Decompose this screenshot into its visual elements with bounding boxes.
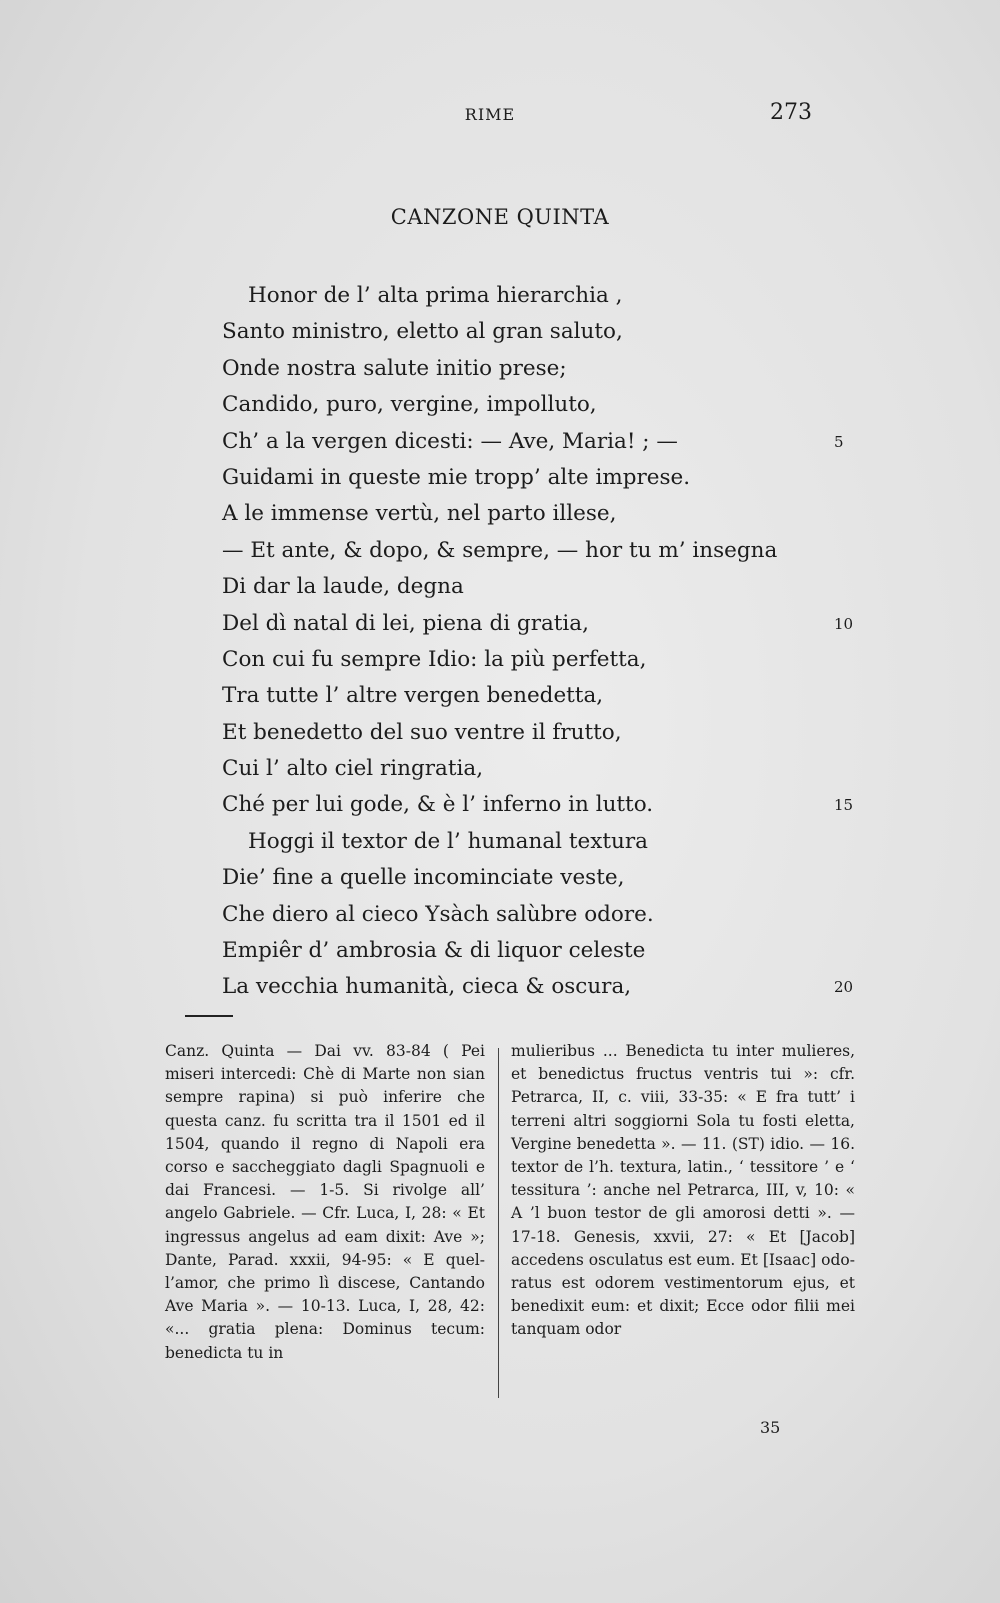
verse-text: Del dì natal di lei, piena di gratia, <box>222 610 589 636</box>
verse-line <box>222 642 862 678</box>
verse-line <box>222 460 862 496</box>
column-divider <box>498 1048 499 1398</box>
verse-text: Che diero al cieco Ysàch salùbre odore. <box>222 901 654 927</box>
verse-line <box>222 751 862 787</box>
verse-line <box>222 969 862 1005</box>
footnotes <box>165 1040 865 1410</box>
canzone-title: CANZONE QUINTA <box>390 205 610 229</box>
verse-text: La vecchia humanità, cieca & oscura, <box>222 974 632 1000</box>
verse-text: Hoggi il textor de l’ humanal textura <box>248 828 648 854</box>
verse-line <box>222 387 862 423</box>
footnote-column-right: mulieribus ... Benedicta tu inter mulieres, et benedictus fructus ventris tui »: cfr. Petrarca, II, c. viii, 33-35: « E fra tutt’ i terreni altri soggiorni Sola tu fosti eletta, Vergine benedetta ». — 11. (ST) idio. — 16. textor de l’h. textura, latin., ‘ tessitore ’ e ‘ tessitura ’: anche nel Petrarca, III, v, 10: « A ’l buon testor de gli amorosi detti ». — 17-18. Genesis, xxvii, 27: « Et [Jacob] accedens osculatus est eum. Et [Isaac] odoratus est odorem vestimentorum ejus, et benedixit eum: et dixit; Ecce odor filii mei tanquam odor <box>511 1042 855 1339</box>
verse-line <box>222 496 862 532</box>
verse-line <box>222 787 862 823</box>
verse-line <box>222 278 862 314</box>
footnote-rule <box>185 1015 233 1017</box>
verse-text: Empiêr d’ ambrosia & di liquor celeste <box>222 938 646 964</box>
verse-text: Onde nostra salute initio prese; <box>222 355 567 381</box>
verse-text: Tra tutte l’ altre vergen benedetta, <box>222 683 604 709</box>
verse-text: Die’ fine a quelle incominciate veste, <box>222 865 625 891</box>
verse-line <box>222 424 862 460</box>
verse-line <box>222 533 862 569</box>
verse-number: 10 <box>834 614 854 633</box>
footnote-column-left: Canz. Quinta — Dai vv. 83-84 ( Pei miseri intercedi: Chè di Marte non sian sempre rapina) si può inferire che questa canz. fu scritta tra il 1501 ed il 1504, quando il regno di Napoli era corso e saccheggiato dagli Spagnuoli e dai Francesi. — 1-5. Si rivolge all’ angelo Gabriele. — Cfr. Luca, I, 28: « Et ingressus angelus ad eam dixit: Ave »; Dante, Parad. xxxii, 94-95: « E quell’amor, che primo lì discese, Cantando Ave Maria ». — 10-13. Luca, I, 28, 42: «... gratia plena: Dominus tecum: benedicta tu in <box>165 1042 485 1362</box>
verse-text: — Et ante, & dopo, & sempre, — hor tu m’ insegna <box>222 537 778 563</box>
signature-mark: 35 <box>760 1418 781 1437</box>
verse-line <box>222 569 862 605</box>
verse-line <box>222 715 862 751</box>
verse-line <box>222 351 862 387</box>
running-title: RIME <box>464 105 516 124</box>
verse-text: Ch’ a la vergen dicesti: — Ave, Maria! ; — <box>222 428 678 454</box>
verse-text: Guidami in queste mie tropp’ alte imprese. <box>222 464 691 490</box>
verse-line <box>222 606 862 642</box>
page-number: 273 <box>770 100 812 125</box>
verse-text: Cui l’ alto ciel ringratia, <box>222 756 484 782</box>
verse-text: Santo ministro, eletto al gran saluto, <box>222 319 623 345</box>
verse-text: Honor de l’ alta prima hierarchia , <box>248 283 623 308</box>
verse-text: Et benedetto del suo ventre il frutto, <box>222 719 622 745</box>
verse-line <box>222 897 862 933</box>
verse-text: Con cui fu sempre Idio: la più perfetta, <box>222 646 647 672</box>
verse-line <box>222 860 862 896</box>
verse-line <box>222 314 862 350</box>
poem <box>222 278 862 1006</box>
verse-line <box>222 824 862 860</box>
verse-line <box>222 933 862 969</box>
verse-text: Ché per lui gode, & è l’ inferno in lutto. <box>222 792 654 818</box>
verse-number: 5 <box>834 432 844 451</box>
verse-text: Candido, puro, vergine, impolluto, <box>222 392 597 418</box>
verse-line <box>222 678 862 714</box>
verse-number: 20 <box>834 978 854 997</box>
verse-number: 15 <box>834 796 854 815</box>
verse-text: A le immense vertù, nel parto illese, <box>222 501 617 527</box>
verse-text: Di dar la laude, degna <box>222 574 464 600</box>
